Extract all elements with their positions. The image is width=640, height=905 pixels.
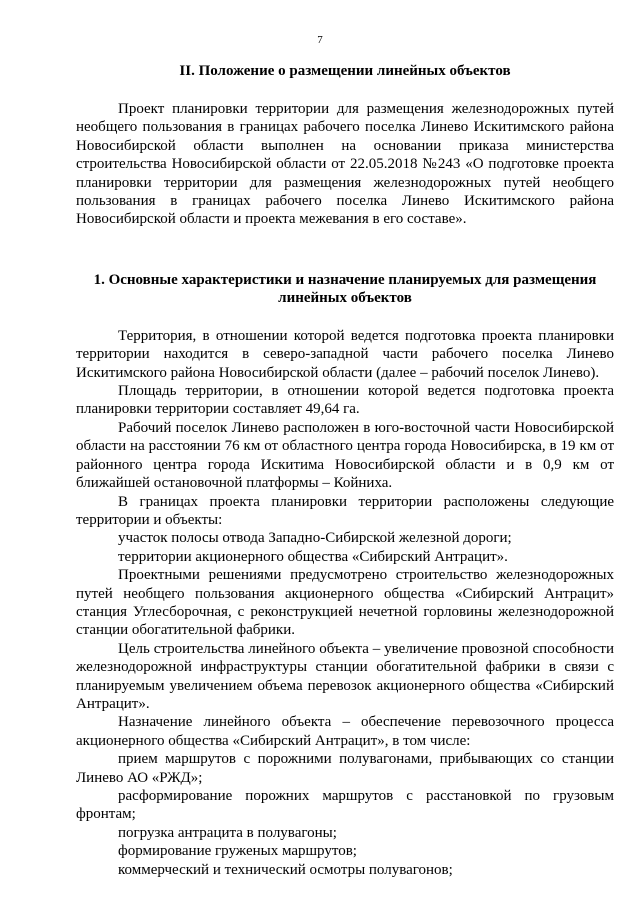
list-item: участок полосы отвода Западно-Сибирской железной дороги; bbox=[118, 530, 512, 547]
list-item: формирование груженых маршрутов; bbox=[118, 843, 357, 860]
paragraph-purpose: Назначение линейного объекта – обеспечение перевозочного процесса акционерного общества «Сибирский Антрацит», в том числе: bbox=[76, 714, 614, 749]
document-body bbox=[76, 62, 614, 879]
paragraph-settlement-location: Рабочий поселок Линево расположен в юго-восточной части Новосибирской области на расстоянии 76 км от областного центра города Новосибирска, в 19 км от районного центра города Искитима Новосибирской области и в 0,9 км от ближайшей остановочной платформы – Койниха. bbox=[76, 419, 614, 492]
section-title: II. Положение о размещении линейных объектов bbox=[179, 63, 511, 79]
subsection-title: 1. Основные характеристики и назначение планируемых для размещения линейных объектов bbox=[93, 271, 597, 306]
list-item: территории акционерного общества «Сибирский Антрацит». bbox=[118, 548, 508, 565]
list-item: коммерческий и технический осмотры полувагонов; bbox=[118, 861, 453, 878]
list-item: прием маршрутов с порожними полувагонами, прибывающих со станции Линево АО «РЖД»; bbox=[76, 751, 614, 786]
paragraph-territory-location: Территория, в отношении которой ведется подготовка проекта планировки территории находится в северо-западной части рабочего поселка Линево Искитимского района Новосибирской области (далее – рабочий поселок Линево). bbox=[76, 327, 614, 381]
list-item: расформирование порожних маршрутов с расстановкой по грузовым фронтам; bbox=[76, 788, 614, 823]
list-item: погрузка антрацита в полувагоны; bbox=[118, 824, 337, 841]
paragraph-construction-goal: Цель строительства линейного объекта – увеличение провозной способности железнодорожной инфраструктуры станции обогатительной фабрики в связи с планируемым увеличением объема перевозок акционерного общества «Сибирский Антрацит». bbox=[76, 640, 614, 712]
paragraph-objects-intro: В границах проекта планировки территории расположены следующие территории и объекты: bbox=[76, 493, 614, 528]
paragraph-design-decisions: Проектными решениями предусмотрено строительство железнодорожных путей необщего пользования акционерного общества «Сибирский Антрацит» станция Углесборочная, с реконструкцией нечетной горловины железнодорожной станции обогатительной фабрики. bbox=[76, 567, 614, 639]
paragraph-territory-area: Площадь территории, в отношении которой ведется подготовка проекта планировки территории составляет 49,64 га. bbox=[76, 383, 614, 418]
page-number: 7 bbox=[317, 34, 323, 46]
intro-paragraph: Проект планировки территории для размещения железнодорожных путей необщего пользования в границах рабочего поселка Линево Искитимского района Новосибирской области выполнен на основании приказа министерства строительства Новосибирской области от 22.05.2018 №243 «О подготовке проекта планировки территории для размещения железнодорожных путей необщего пользования в границах рабочего поселка Линево Искитимского района Новосибирской области и проекта межевания в его составе». bbox=[76, 101, 614, 228]
